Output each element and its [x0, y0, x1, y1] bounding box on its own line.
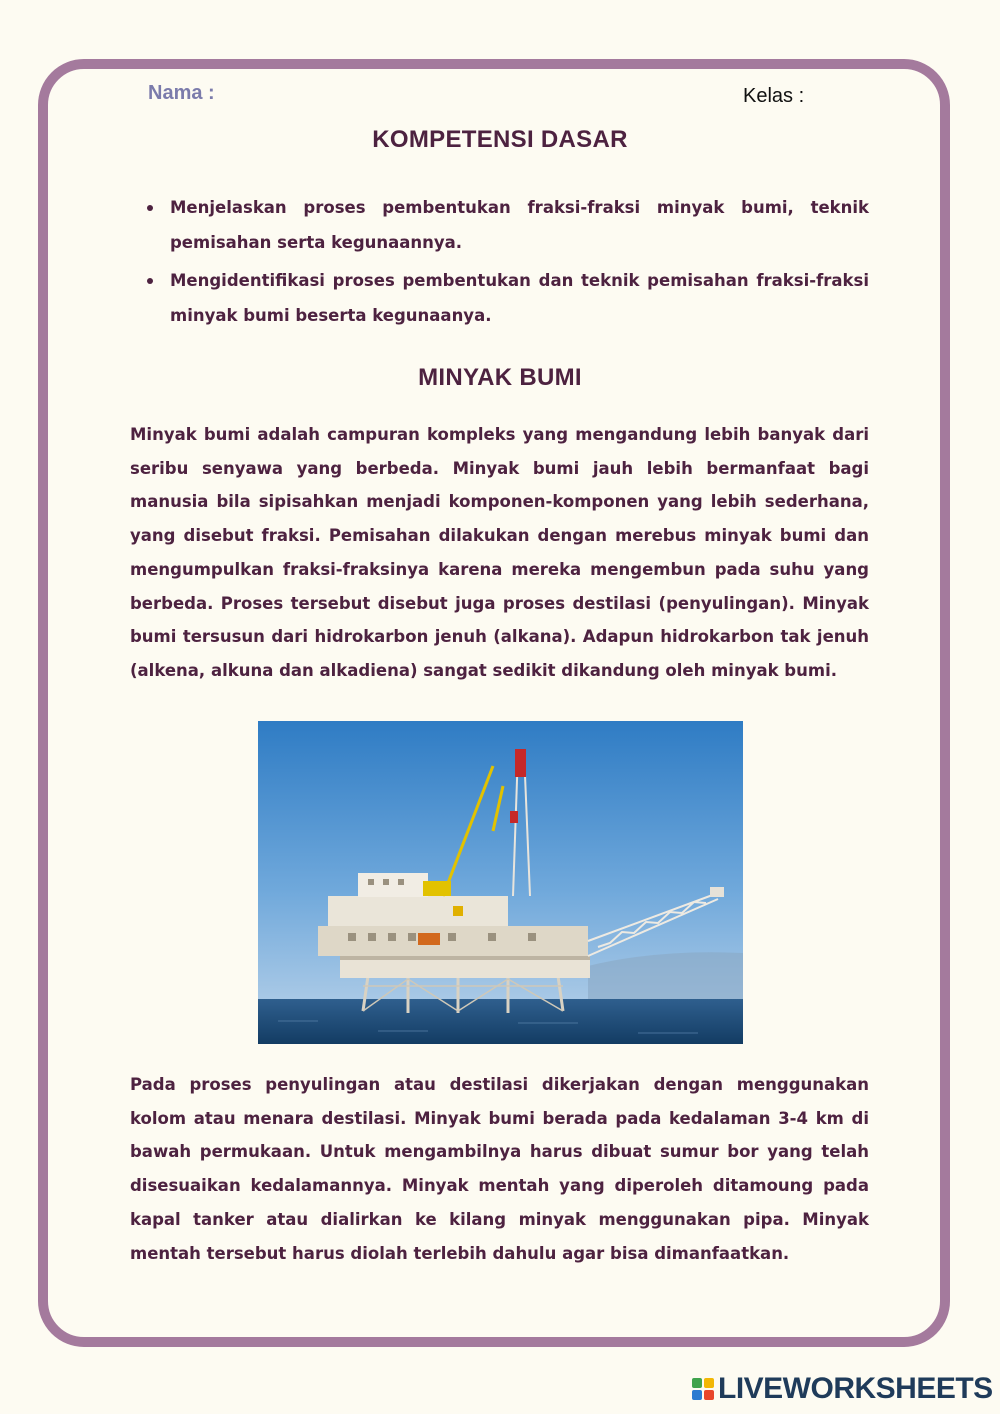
nama-label: Nama :	[148, 82, 215, 104]
distillation-paragraph: Pada proses penyulingan atau destilasi dikerjakan dengan menggunakan kolom atau menara destilasi. Minyak bumi berada pada kedalaman 3-4 km di bawah permukaan. Untuk mengambilnya harus dibuat sumur bor yang telah disesuaikan kedalamannya. Minyak mentah yang diperoleh ditamoung pada kapal tanker atau dialirkan ke kilang minyak menggunakan pipa. Minyak mentah tersebut harus diolah terlebih dahulu agar bisa dimanfaatkan.	[130, 1075, 869, 1263]
liveworksheets-brand-text: LIVEWORKSHEETS	[718, 1372, 993, 1405]
kompetensi-dasar-title: KOMPETENSI DASAR	[372, 126, 628, 153]
liveworksheets-logo-icon	[692, 1378, 714, 1400]
liveworksheets-logo[interactable]	[692, 1372, 993, 1406]
kompetensi-item: Menjelaskan proses pembentukan fraksi-fraksi minyak bumi, teknik pemisahan serta kegunaannya.	[147, 190, 869, 260]
intro-paragraph: Minyak bumi adalah campuran kompleks yang mengandung lebih banyak dari seribu senyawa yang berbeda. Minyak bumi jauh lebih bermanfaat bagi manusia bila sipisahkan menjadi komponen-komponen yang lebih sederhana, yang disebut fraksi. Pemisahan dilakukan dengan merebus minyak bumi dan mengumpulkan fraksi-fraksinya karena mereka mengembun pada suhu yang berbeda. Proses tersebut disebut juga proses destilasi (penyulingan). Minyak bumi tersusun dari hidrokarbon jenuh (alkana). Adapun hidrokarbon tak jenuh (alkena, alkuna dan alkadiena) sangat sedikit dikandung oleh minyak bumi.	[130, 425, 869, 680]
kelas-label: Kelas :	[743, 85, 805, 107]
offshore-oil-platform-image	[258, 721, 743, 1044]
kompetensi-item: Mengidentifikasi proses pembentukan dan teknik pemisahan fraksi-fraksi minyak bumi beserta kegunaanya.	[147, 263, 869, 333]
minyak-bumi-title: MINYAK BUMI	[418, 364, 582, 391]
kompetensi-list	[147, 190, 869, 336]
